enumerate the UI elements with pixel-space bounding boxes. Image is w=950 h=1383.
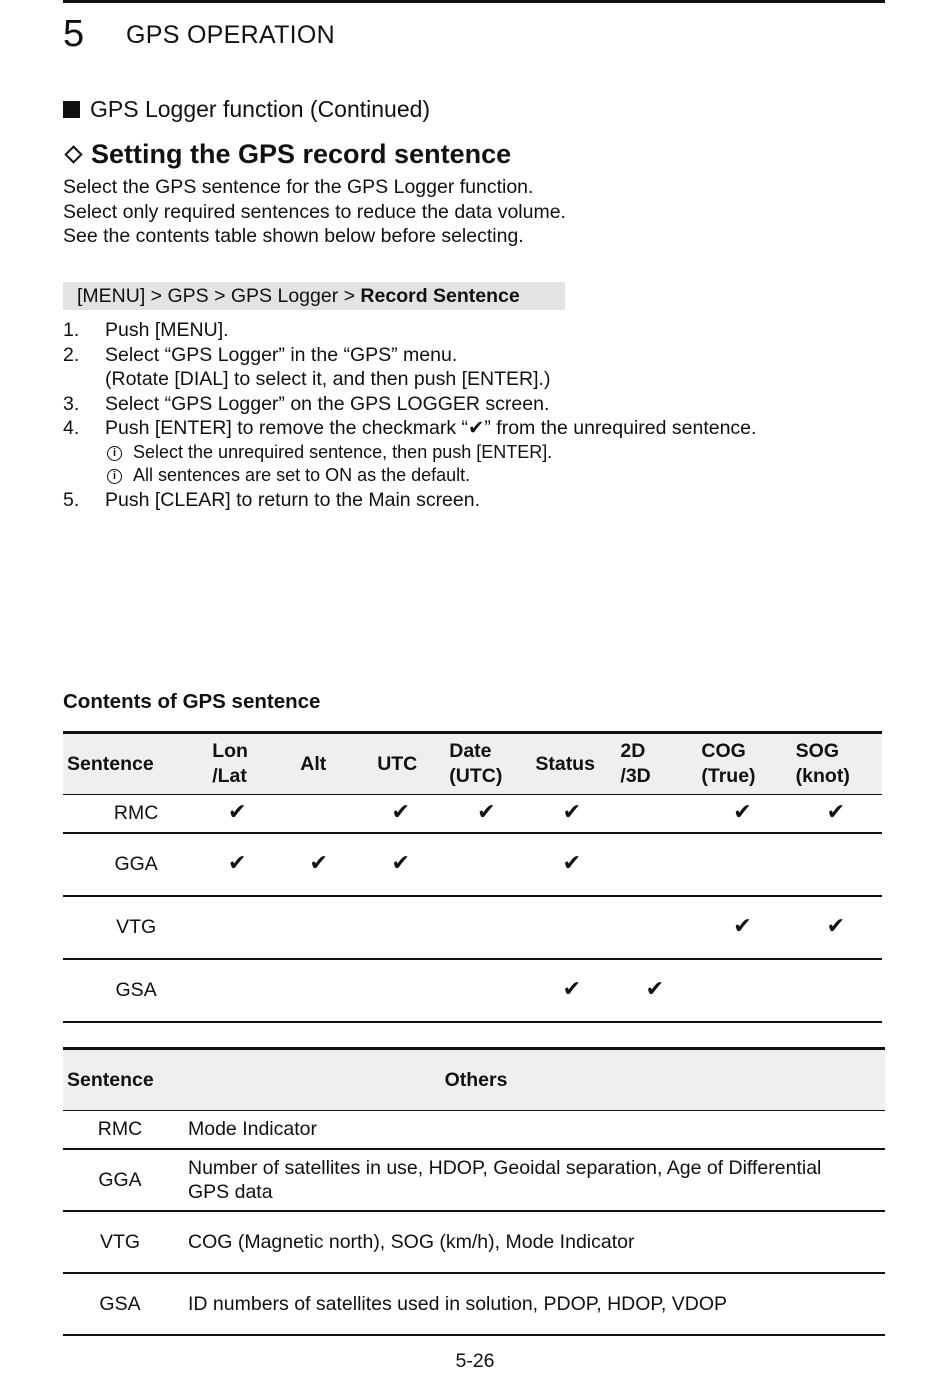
checkmark-icon: ✔ (826, 799, 846, 825)
header-sog: SOG (knot) (795, 740, 850, 787)
others-table (63, 1047, 885, 1336)
step-text: (Rotate [DIAL] to select it, and then push [ENTER].) (105, 368, 551, 390)
checkmark-icon: ✔ (228, 799, 247, 825)
others-cell: COG (Magnetic north), SOG (km/h), Mode Indicator (188, 1230, 635, 1253)
checkmark-icon: ✔ (391, 850, 410, 875)
alt-cell (279, 795, 358, 833)
header-date: Date (UTC) (449, 740, 503, 787)
step-number: 1. (63, 319, 80, 341)
note-text: Select the unrequired sentence, then push [ENTER]. (133, 441, 553, 462)
chapter-title: GPS OPERATION (126, 21, 336, 49)
sentence-cell: GSA (99, 1292, 141, 1315)
date-cell (443, 833, 529, 896)
cog-cell (695, 896, 789, 959)
intro-text (63, 175, 566, 249)
step-text: Select “GPS Logger” in the “GPS” menu. (105, 343, 458, 366)
sentence-cell: GGA (114, 852, 158, 875)
checkmark-icon: ✔ (733, 799, 752, 825)
menu-path-box (63, 282, 565, 310)
step-item (63, 392, 863, 417)
sentence-cell: GGA (98, 1168, 142, 1191)
step-number: 2. (63, 343, 80, 366)
chapter-number: 5 (63, 13, 85, 55)
header-utc: UTC (377, 752, 418, 775)
dim-cell (614, 833, 695, 896)
sog-cell (790, 896, 882, 959)
dim-cell (614, 959, 695, 1022)
others-cell: Number of satellites in use, HDOP, Geoidal separation, Age of Differential GPS data (188, 1156, 822, 1203)
lonlat-cell (195, 795, 279, 833)
info-icon: i (107, 469, 122, 484)
header-sentence: Sentence (67, 752, 154, 775)
checkmark-icon: ✔ (562, 850, 582, 875)
date-cell (443, 896, 529, 959)
cog-cell (695, 833, 789, 896)
step-number: 3. (63, 392, 80, 415)
note-item (63, 464, 863, 488)
note-item (63, 441, 863, 465)
step-item (63, 367, 863, 392)
table-header-row (63, 1049, 885, 1111)
step-number: 5. (63, 488, 80, 511)
status-cell (529, 959, 614, 1022)
checkmark-icon: ✔ (562, 799, 582, 825)
header-alt: Alt (300, 752, 327, 775)
table-header-row (63, 733, 882, 795)
lonlat-cell (195, 959, 279, 1022)
sog-cell (790, 833, 882, 896)
checkmark-icon: ✔ (826, 913, 846, 938)
table-row (63, 1111, 885, 1149)
cog-cell (695, 795, 789, 833)
cog-cell (695, 959, 789, 1022)
page-number: 5-26 (455, 1350, 495, 1372)
header-lonlat: Lon /Lat (212, 740, 248, 787)
checkmark-icon: ✔ (309, 850, 328, 875)
section-title: GPS Logger function (Continued) (90, 96, 431, 122)
sentence-cell: VTG (99, 1230, 141, 1253)
info-icon: i (107, 446, 122, 461)
step-item (63, 488, 863, 513)
menu-path-target: Record Sentence (360, 285, 520, 307)
alt-cell (279, 959, 358, 1022)
subsection-heading (63, 137, 511, 171)
table-row (63, 833, 882, 896)
subsection-title: Setting the GPS record sentence (91, 139, 512, 169)
sentence-cell: RMC (97, 1118, 143, 1141)
sog-cell (790, 795, 882, 833)
utc-cell (358, 896, 443, 959)
step-text: Push [ENTER] to remove the checkmark “✔” from the unrequired sentence. (105, 417, 757, 439)
date-cell (443, 959, 529, 1022)
step-text: Push [MENU]. (105, 319, 229, 341)
intro-line: Select the GPS sentence for the GPS Logger function. (63, 176, 534, 198)
others-cell: ID numbers of satellites used in solution, PDOP, HDOP, VDOP (188, 1292, 728, 1315)
sog-cell (790, 959, 882, 1022)
checkmark-icon: ✔ (228, 850, 247, 875)
step-item (63, 318, 863, 343)
checkmark-icon: ✔ (391, 799, 410, 825)
sentence-cell: GSA (115, 978, 157, 1001)
table-row (63, 795, 882, 833)
checkmark-icon: ✔ (477, 799, 496, 825)
table-row (63, 896, 882, 959)
steps-list (63, 318, 863, 512)
lonlat-cell (195, 833, 279, 896)
checkmark-icon: ✔ (645, 976, 665, 1001)
header-2d3d: 2D /3D (620, 740, 651, 787)
sentence-cell: VTG (116, 915, 157, 938)
step-text: Push [CLEAR] to return to the Main screen. (105, 488, 481, 511)
others-cell: Mode Indicator (188, 1118, 317, 1141)
utc-cell (358, 833, 443, 896)
header-cog: COG (True) (701, 740, 756, 787)
intro-line: Select only required sentences to reduce the data volume. (63, 200, 566, 223)
step-item (63, 343, 863, 368)
table-row (63, 959, 882, 1022)
diamond-icon (64, 145, 82, 163)
lonlat-cell (195, 896, 279, 959)
note-text: All sentences are set to ON as the default. (133, 465, 471, 485)
table-caption: Contents of GPS sentence (63, 690, 321, 713)
intro-line: See the contents table shown below before selecting. (63, 225, 524, 247)
header-others: Others (444, 1068, 508, 1091)
top-rule (63, 0, 885, 3)
table-row (63, 1211, 885, 1273)
step-number: 4. (63, 417, 80, 439)
table-row (63, 1273, 885, 1335)
sentence-cell: RMC (113, 801, 159, 824)
alt-cell (279, 896, 358, 959)
alt-cell (279, 833, 358, 896)
utc-cell (358, 959, 443, 1022)
header-status: Status (535, 752, 595, 775)
checkmark-icon: ✔ (562, 976, 582, 1001)
date-cell (443, 795, 529, 833)
dim-cell (614, 795, 695, 833)
status-cell (529, 896, 614, 959)
step-text: Select “GPS Logger” on the GPS LOGGER screen. (105, 392, 550, 415)
checkmark-icon: ✔ (733, 913, 752, 938)
status-cell (529, 795, 614, 833)
dim-cell (614, 896, 695, 959)
menu-path-prefix: [MENU] > GPS > GPS Logger > (77, 285, 361, 307)
header-sentence: Sentence (67, 1068, 154, 1091)
section-heading (63, 94, 430, 124)
table-row (63, 1149, 885, 1211)
status-cell (529, 833, 614, 896)
utc-cell (358, 795, 443, 833)
step-item (63, 416, 863, 441)
filled-square-icon (63, 101, 80, 118)
contents-table (63, 731, 882, 1023)
